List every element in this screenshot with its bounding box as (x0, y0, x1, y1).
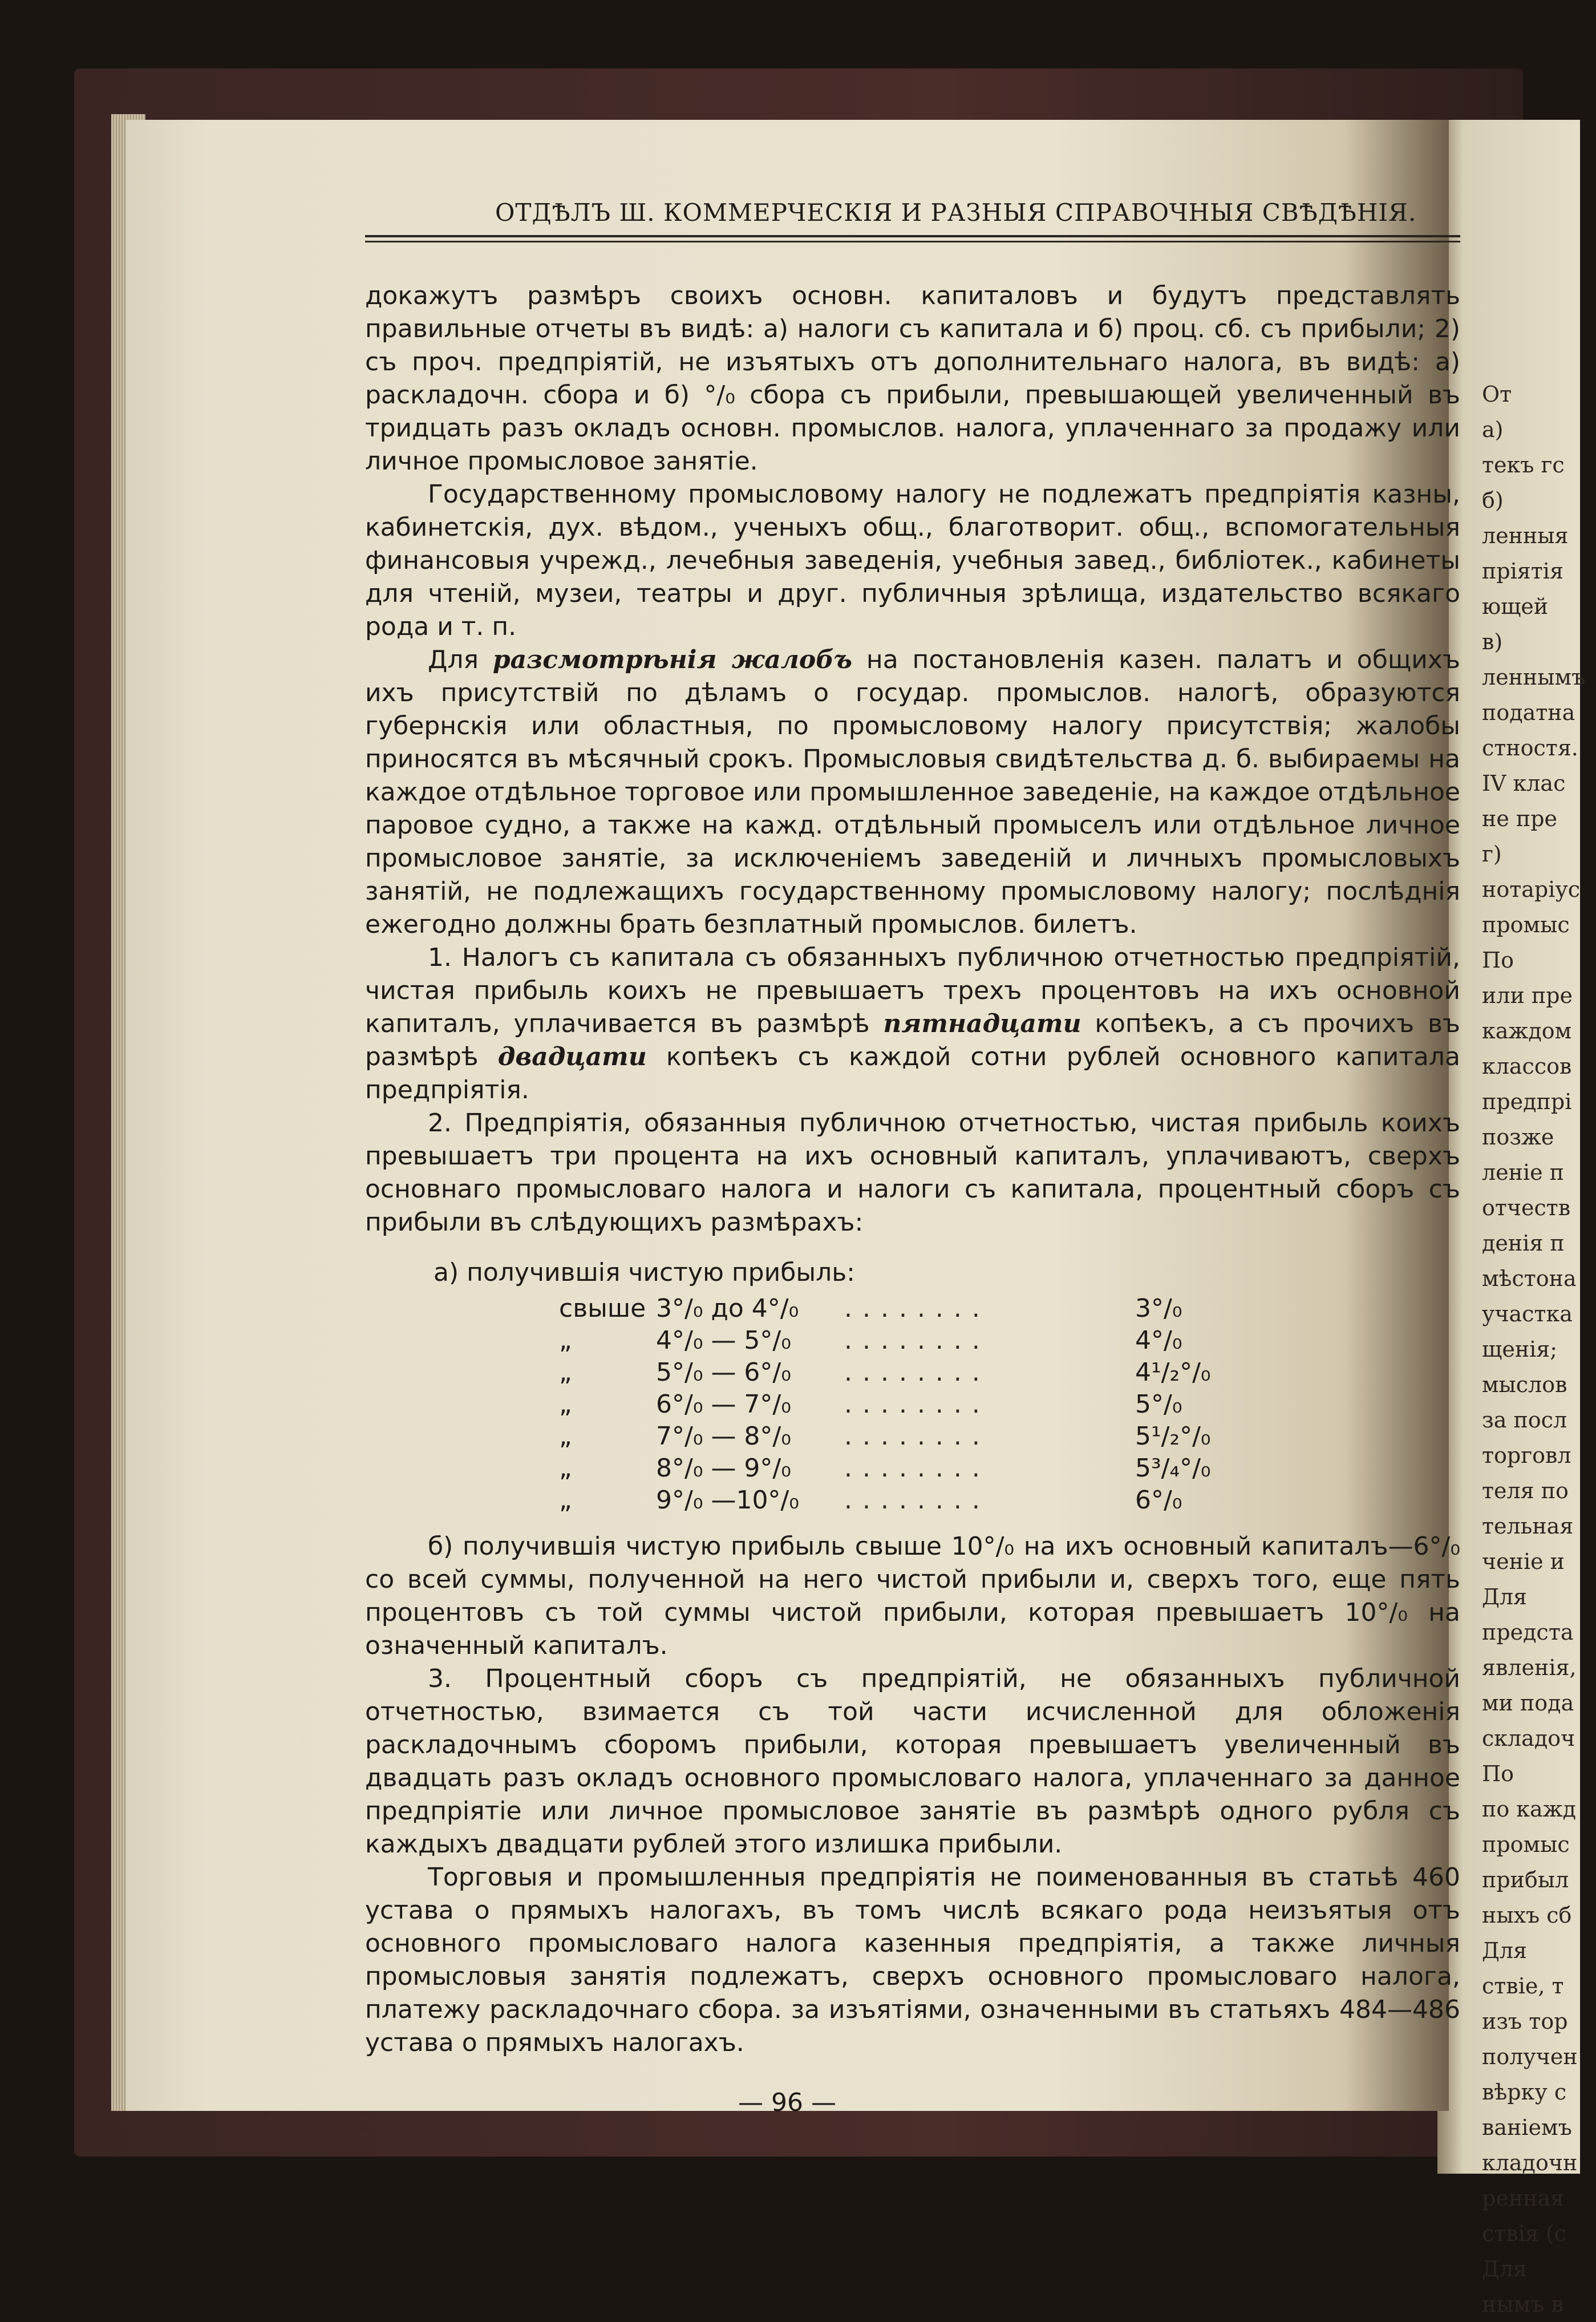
paragraph-2: Государственному промысловому налогу не подлежатъ предпріятія казны, кабинетскія, дух. вѣдом., ученыхъ общ., благотворит. общ., вспомогательныя финансовыя учрежд., лечебныя заведенія, учебныя завед., библіотек., кабинеты для чтеній, музеи, театры и друг. публичныя зрѣлища, издательство всякаго рода и т. п. (365, 480, 1460, 641)
rate-value: 4¹/₂°/₀ (1135, 1358, 1211, 1387)
rate-row (559, 1484, 1249, 1516)
adjacent-page-fragment: леннымъ (1482, 665, 1586, 690)
adjacent-page-fragment: явленія, (1482, 1655, 1577, 1680)
adjacent-page-fragment: промыс (1482, 1832, 1570, 1857)
adjacent-page-fragment: вѣрку с (1482, 2080, 1567, 2105)
paragraph-4-text-b: копѣекъ, а съ прочихъ въ размѣрѣ (365, 1009, 1461, 1071)
rate-range: 7°/₀ — 8°/₀ (656, 1422, 791, 1451)
rate-prefix: „ (559, 1486, 572, 1515)
book-page (125, 120, 1461, 2117)
paragraph-4-text-c: копѣекъ съ каждой сотни рублей основного капитала предпріятія. (365, 1042, 1460, 1105)
adjacent-page-fragment: нымъ в (1482, 2292, 1563, 2317)
rate-value: 5¹/₂°/₀ (1135, 1422, 1211, 1451)
adjacent-page-fragment: Для (1482, 2256, 1528, 2281)
rate-range: 4°/₀ — 5°/₀ (656, 1326, 791, 1355)
rate-value: 5³/₄°/₀ (1135, 1454, 1211, 1483)
rate-prefix: „ (559, 1358, 572, 1387)
adjacent-page-fragment: изъ тор (1482, 2009, 1568, 2034)
adjacent-page-fragment: каждом (1482, 1018, 1572, 1043)
adjacent-page-fragment: предпрі (1482, 1089, 1572, 1114)
rates-subheading: а) получившія чистую прибыль: (434, 1258, 855, 1287)
adjacent-page-fragment: ствіе, т (1482, 1973, 1564, 1999)
adjacent-page-fragment: нотаріус (1482, 877, 1581, 902)
rate-range: 6°/₀ — 7°/₀ (656, 1390, 791, 1419)
rate-value: 6°/₀ (1135, 1486, 1182, 1515)
adjacent-page-fragment: отчеств (1482, 1195, 1571, 1220)
adjacent-page-fragment: Для (1482, 1584, 1528, 1609)
adjacent-page-fragment: IV клас (1482, 771, 1566, 796)
rate-leader-dots: ........ (844, 1294, 990, 1323)
adjacent-page-fragment: в) (1482, 629, 1503, 654)
rate-prefix: „ (559, 1390, 572, 1419)
adjacent-page-fragment: пріятія (1482, 559, 1563, 584)
adjacent-page-fragment: От (1482, 382, 1512, 407)
adjacent-page-fragment: ствія (с (1482, 2221, 1567, 2246)
rate-range: 3°/₀ до 4°/₀ (656, 1294, 799, 1323)
rate-row (559, 1453, 1249, 1484)
adjacent-page-fragment: ныхъ сб (1482, 1903, 1572, 1928)
rate-leader-dots: ........ (844, 1326, 990, 1355)
header-rule-thin (365, 241, 1460, 242)
adjacent-page-fragment: позже (1482, 1124, 1554, 1150)
adjacent-page-fragment: ленныя (1482, 523, 1569, 548)
paragraph-3 (365, 644, 1460, 941)
rate-range: 9°/₀ —10°/₀ (656, 1486, 799, 1515)
adjacent-page-fragment: кладочн (1482, 2150, 1578, 2175)
adjacent-page-fragment: а) (1482, 417, 1504, 442)
rate-prefix: „ (559, 1422, 572, 1451)
paragraph-7: 3. Процентный сборъ съ предпріятій, не обязанныхъ публичной отчетностью, взимается съ той части исчисленной для обложенія раскладочнымъ сборомъ прибыли, которая превышаетъ увеличенный въ двадцать разъ окладъ основного промысловаго налога, уплаченнаго за данное предпріятіе или личное промысловое занятіе въ размѣрѣ одного рубля съ каждыхъ двадцати рублей этого излишка прибыли. (365, 1664, 1460, 1859)
adjacent-page-fragment: промыс (1482, 912, 1570, 937)
adjacent-page-text (1482, 377, 1596, 2322)
page-body (365, 280, 1460, 2060)
adjacent-page-fragment: теля по (1482, 1478, 1569, 1503)
adjacent-page-fragment: стностя. (1482, 735, 1578, 760)
adjacent-page-fragment: ченіе и (1482, 1549, 1565, 1574)
rate-row (559, 1293, 1249, 1325)
paragraph-3-text-a: Для (428, 645, 493, 674)
paragraph-1: докажутъ размѣръ своихъ основн. капиталовъ и будутъ представлять правильные отчеты въ видѣ: а) налоги съ капитала и б) проц. сб. съ прибыли; 2) съ проч. предпріятій, не изъятыхъ отъ дополнительнаго налога, въ видѣ: а) раскладочн. сбора и б) °/₀ сбора съ прибыли, превышающей увеличенный въ тридцать разъ окладъ основн. промыслов. налога, уплаченнаго за продажу или личное промысловое занятіе. (365, 281, 1460, 476)
adjacent-page-fragment: участка (1482, 1301, 1573, 1326)
emphasis-complaints: разсмотрѣнія жалобъ (492, 645, 853, 674)
adjacent-page-fragment: леніе п (1482, 1160, 1565, 1185)
adjacent-page-fragment: г) (1482, 842, 1502, 867)
header-rule (365, 235, 1460, 237)
adjacent-page-fragment: или пре (1482, 983, 1573, 1008)
paragraph-4-text-a: 1. Налогъ съ капитала съ обязанныхъ публичною отчетностью предпріятій, чистая прибыль коихъ не превышаетъ трехъ процентовъ на ихъ основной капиталъ, уплачивается въ размѣрѣ (365, 943, 1460, 1038)
rate-value: 5°/₀ (1135, 1390, 1182, 1419)
paragraph-4 (365, 941, 1460, 1107)
rate-row (559, 1389, 1249, 1421)
adjacent-page-fragment: щенія; (1482, 1337, 1558, 1362)
adjacent-page-fragment: денія п (1482, 1231, 1565, 1256)
rate-leader-dots: ........ (844, 1422, 990, 1451)
rate-leader-dots: ........ (844, 1358, 990, 1387)
adjacent-page-fragment: ющей (1482, 594, 1549, 619)
adjacent-page-fragment: По (1482, 1761, 1514, 1786)
paragraph-8: Торговыя и промышленныя предпріятія не поименованныя въ статьѣ 460 устава о прямыхъ налогахъ, въ томъ числѣ всякаго рода неизъятыя отъ основного промысловаго налога казенныя предпріятія, а также личныя промысловыя занятія подлежатъ, сверхъ основного промысловаго налога, платежу раскладочнаго сбора. за изъятіями, означенными въ статьяхъ 484—486 устава о прямыхъ налогахъ. (365, 1863, 1460, 2057)
adjacent-page-fragment: б) (1482, 488, 1504, 513)
adjacent-page-fragment: По (1482, 948, 1514, 973)
adjacent-page-fragment: ваніемъ (1482, 2115, 1572, 2140)
rates-table (559, 1293, 1249, 1516)
adjacent-page-fragment: складоч (1482, 1726, 1575, 1751)
rate-leader-dots: ........ (844, 1454, 990, 1483)
rate-leader-dots: ........ (844, 1390, 990, 1419)
rate-prefix: „ (559, 1326, 572, 1355)
rate-prefix: „ (559, 1454, 572, 1483)
adjacent-page-fragment: ренная (1482, 2186, 1565, 2211)
adjacent-page-fragment: предста (1482, 1620, 1574, 1645)
adjacent-page-fragment: тельная (1482, 1514, 1574, 1539)
adjacent-page-fragment: текъ гс (1482, 452, 1565, 478)
rate-value: 4°/₀ (1135, 1326, 1182, 1355)
rate-row (559, 1325, 1249, 1357)
adjacent-page-fragment: Для (1482, 1938, 1528, 1963)
adjacent-page-fragment: за посл (1482, 1407, 1567, 1433)
adjacent-page-fragment: получен (1482, 2044, 1578, 2069)
rate-range: 5°/₀ — 6°/₀ (656, 1358, 791, 1387)
adjacent-page-fragment: мыслов (1482, 1372, 1567, 1397)
rate-row (559, 1421, 1249, 1453)
rate-range: 8°/₀ — 9°/₀ (656, 1454, 791, 1483)
rate-row (559, 1357, 1249, 1389)
rate-value: 3°/₀ (1135, 1294, 1182, 1323)
rate-leader-dots: ........ (844, 1486, 990, 1515)
adjacent-page-fragment: ми пода (1482, 1690, 1574, 1716)
emphasis-twenty: двадцати (497, 1042, 647, 1071)
paragraph-5: 2. Предпріятія, обязанныя публичною отчетностью, чистая прибыль коихъ превышаетъ три процента на ихъ основный капиталъ, уплачиваютъ, сверхъ основнаго промысловаго налога и налоги съ капитала, процентный сборъ съ прибыли въ слѣдующихъ размѣрахъ: (365, 1109, 1460, 1237)
page-header: ОТДѢЛЪ Ш. КОММЕРЧЕСКІЯ И РАЗНЫЯ СПРАВОЧНЫЯ СВѢДѢНІЯ. (495, 199, 1417, 226)
emphasis-fifteen: пятнадцати (883, 1009, 1081, 1038)
adjacent-page-fragment: не пре (1482, 806, 1558, 831)
adjacent-page-fragment: торговл (1482, 1443, 1571, 1468)
paragraph-3-text-b: на постановленія казен. палатъ и общихъ ихъ присутствій по дѣламъ о государ. промыслов. налогѣ, образуются губернскія или областныя, по промысловому налогу присутствія; жалобы приносятся въ мѣсячный срокъ. Промысловыя свидѣтельства д. б. выбираемы на каждое отдѣльное торговое или промышленное заведеніе, на каждое отдѣльное паровое судно, а также на кажд. отдѣльный промыселъ или отдѣльное личное промысловое занятіе, за исключеніемъ заведеній и личныхъ промысловыхъ занятій, не подлежащихъ государственному промысловому налогу; послѣднія ежегодно должны брать безплатный промыслов. билетъ. (365, 645, 1460, 939)
adjacent-page-fragment: по кажд (1482, 1797, 1577, 1822)
adjacent-page-fragment: классов (1482, 1054, 1572, 1079)
adjacent-page-fragment: прибыл (1482, 1867, 1569, 1892)
adjacent-page-fragment: податна (1482, 700, 1575, 725)
adjacent-page-fragment: мѣстона (1482, 1266, 1577, 1291)
page-number: — 96 — (738, 2088, 836, 2117)
rate-prefix: свыше (559, 1294, 646, 1323)
paragraph-6: б) получившія чистую прибыль свыше 10°/₀ на ихъ основный капиталъ—6°/₀ со всей суммы, полученной на него чистой прибыли и, сверхъ того, еще пять процентовъ съ той суммы чистой прибыли, которая превышаетъ 10°/₀ на означенный капиталъ. (365, 1532, 1460, 1660)
